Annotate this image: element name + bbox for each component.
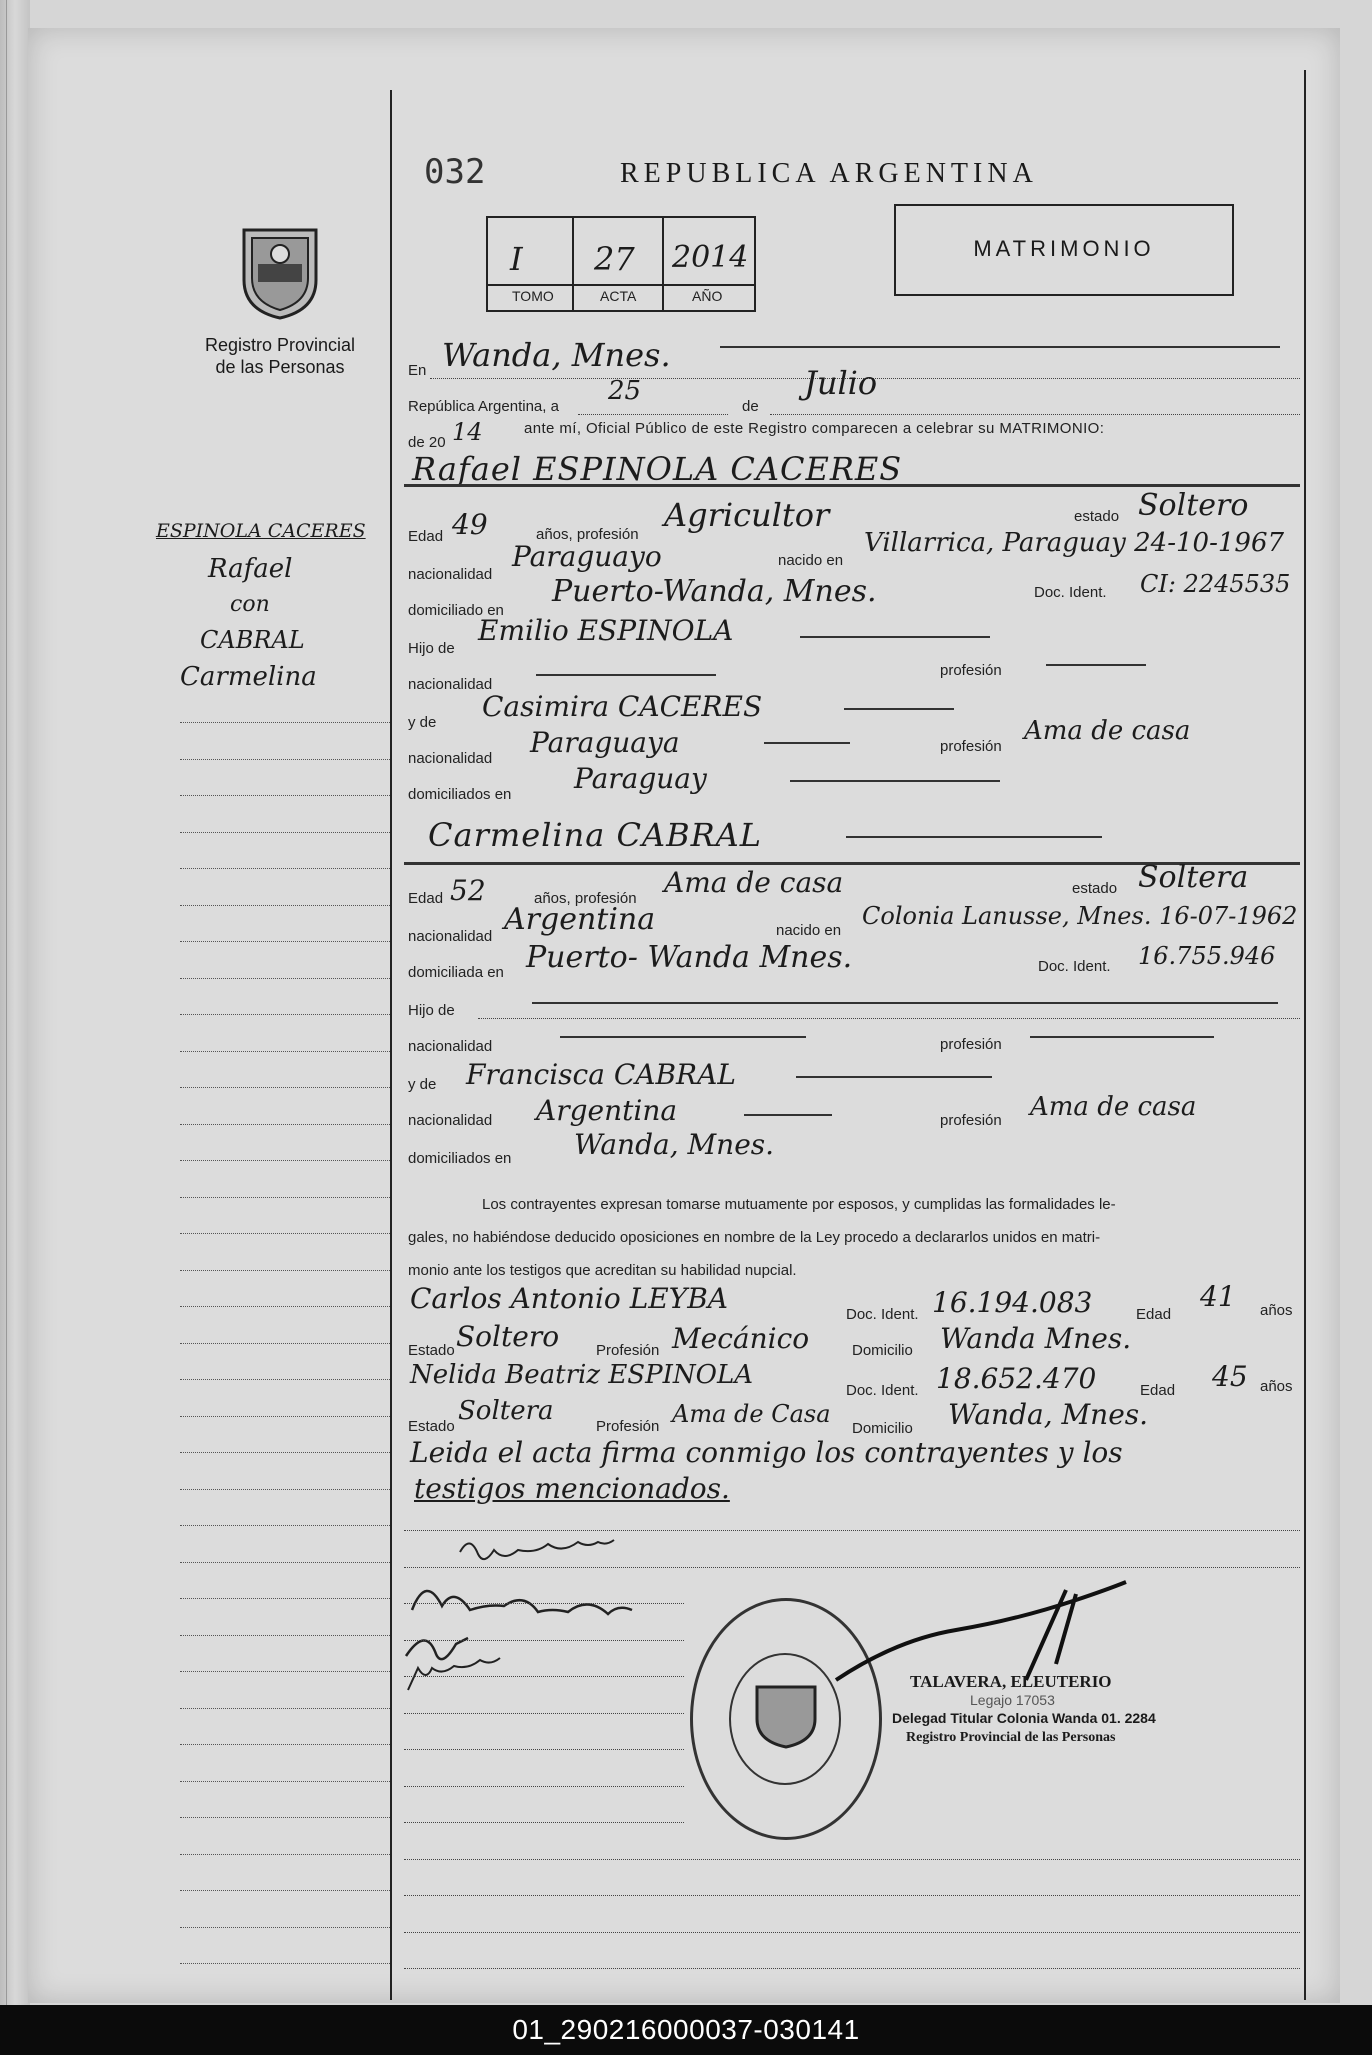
witness-1-doc: 16.194.083 — [932, 1286, 1093, 1319]
bride-padre-nac-label: nacionalidad — [408, 1038, 493, 1055]
groom-estado: Soltero — [1138, 488, 1249, 523]
groom-doc-label: Doc. Ident. — [1034, 584, 1107, 601]
groom-name: Rafael ESPINOLA CACERES — [412, 450, 903, 488]
witness-2-doc: 18.652.470 — [936, 1362, 1097, 1395]
bride-madre-nac: Argentina — [536, 1094, 678, 1127]
margin-ruled-line — [180, 1927, 390, 1928]
groom-padres-domicilio: Paraguay — [574, 762, 707, 795]
tomo-label: TOMO — [512, 288, 554, 304]
tomo-value: I — [510, 240, 523, 278]
witness-1-edad-label: Edad — [1136, 1306, 1172, 1323]
year-suffix: 14 — [452, 418, 483, 446]
groom-estado-label: estado — [1074, 508, 1120, 525]
groom-domiciliado-label: domiciliado en — [408, 602, 504, 619]
margin-ruled-line — [180, 1087, 390, 1088]
anio-label: AÑO — [692, 288, 723, 304]
margin-ruled-line — [180, 722, 390, 723]
acta-label: ACTA — [600, 288, 637, 304]
groom-nacionalidad: Paraguayo — [512, 540, 662, 573]
bride-nacido: Colonia Lanusse, Mnes. 16-07-1962 — [862, 902, 1298, 930]
act-type-label: MATRIMONIO — [973, 236, 1155, 261]
margin-note-name: Rafael — [208, 554, 293, 584]
bride-estado: Soltera — [1138, 860, 1249, 895]
en-label: En — [408, 362, 427, 379]
margin-ruled-line — [180, 1635, 390, 1636]
book-spine — [0, 0, 30, 2005]
officer-registry: Registro Provincial de las Personas — [906, 1730, 1116, 1745]
bride-nacido-label: nacido en — [776, 922, 842, 939]
statement-text — [408, 1188, 1298, 1287]
groom-madre: Casimira CACERES — [482, 690, 763, 723]
bride-domicilio: Puerto- Wanda Mnes. — [526, 940, 853, 975]
witness-1-estado: Soltero — [456, 1320, 560, 1353]
margin-ruled-line — [180, 1854, 390, 1855]
main-ruled-line — [404, 1822, 684, 1823]
right-border — [1304, 70, 1306, 2000]
margin-note-name-2: Carmelina — [180, 662, 317, 692]
tomo-acta-anio-box — [486, 216, 756, 312]
groom-nacido: Villarrica, Paraguay 24-10-1967 — [864, 528, 1285, 558]
margin-ruled-line — [180, 905, 390, 906]
country-title: REPUBLICA ARGENTINA — [620, 158, 1038, 189]
groom-padre-prof-label: profesión — [940, 662, 1002, 679]
groom-domicilio: Puerto-Wanda, Mnes. — [552, 574, 877, 609]
witness-1-domicilio: Wanda Mnes. — [940, 1322, 1132, 1355]
witness-1-domicilio-label: Domicilio — [852, 1342, 913, 1359]
groom-padre-nac-label: nacionalidad — [408, 676, 493, 693]
main-ruled-line — [404, 1530, 1300, 1531]
bride-madre: Francisca CABRAL — [466, 1058, 736, 1091]
main-ruled-line — [404, 1932, 1300, 1933]
bride-domiciliados-label: domiciliados en — [408, 1150, 512, 1167]
witness-2-name: Nelida Beatriz ESPINOLA — [410, 1360, 753, 1390]
witness-1-estado-label: Estado — [408, 1342, 455, 1359]
margin-ruled-line — [180, 1160, 390, 1161]
month-value: Julio — [804, 364, 878, 402]
witness-1-edad: 41 — [1200, 1280, 1236, 1313]
margin-ruled-line — [180, 1744, 390, 1745]
day-value: 25 — [608, 376, 642, 406]
margin-ruled-line — [180, 1379, 390, 1380]
witness-2-estado-label: Estado — [408, 1418, 455, 1435]
bride-estado-label: estado — [1072, 880, 1118, 897]
margin-ruled-line — [180, 1452, 390, 1453]
witness-2-doc-label: Doc. Ident. — [846, 1382, 919, 1399]
main-ruled-line — [404, 1786, 684, 1787]
margin-ruled-line — [180, 1270, 390, 1271]
margin-ruled-line — [180, 1890, 390, 1891]
registry-line-1: Registro Provincial — [204, 335, 356, 355]
groom-doc: CI: 2245535 — [1140, 570, 1291, 598]
margin-ruled-line — [180, 868, 390, 869]
margin-ruled-line — [180, 795, 390, 796]
margin-ruled-line — [180, 832, 390, 833]
margin-divider — [390, 90, 392, 2000]
act-type-box — [894, 204, 1234, 296]
bride-nacionalidad-label: nacionalidad — [408, 928, 493, 945]
formula-text: ante mí, Oficial Público de este Registro comparecen a celebrar su MATRIMONIO: — [524, 420, 1105, 437]
de-label: de — [742, 398, 759, 415]
witness-1-name: Carlos Antonio LEYBA — [410, 1282, 729, 1315]
margin-ruled-line — [180, 1598, 390, 1599]
bride-edad-label: Edad — [408, 890, 444, 907]
bride-edad: 52 — [450, 874, 486, 907]
margin-ruled-line — [180, 1233, 390, 1234]
margin-note-con: con — [230, 592, 270, 617]
main-ruled-line — [404, 1676, 684, 1677]
witness-1-profesion: Mecánico — [672, 1322, 810, 1355]
republica-label: República Argentina, a — [408, 398, 559, 415]
witness-2-profesion: Ama de Casa — [672, 1400, 831, 1428]
witness-2-edad-label: Edad — [1140, 1382, 1176, 1399]
witness-1-anos-label: años — [1260, 1302, 1293, 1319]
bride-yde-label: y de — [408, 1076, 437, 1093]
margin-ruled-line — [180, 1489, 390, 1490]
closing-line-2: testigos mencionados. — [414, 1472, 730, 1505]
signature-witness-2 — [408, 1658, 500, 1690]
statement-line-3: monio ante los testigos que acreditan su habilidad nupcial. — [408, 1262, 797, 1279]
main-ruled-line — [404, 1640, 684, 1641]
groom-nacido-label: nacido en — [778, 552, 844, 569]
margin-note-surname-2: CABRAL — [200, 626, 305, 654]
main-ruled-line — [404, 1968, 1300, 1969]
bride-profesion: Ama de casa — [664, 866, 844, 899]
bride-doc: 16.755.946 — [1138, 942, 1276, 970]
groom-padre: Emilio ESPINOLA — [478, 614, 734, 647]
witness-2-anos-label: años — [1260, 1378, 1293, 1395]
margin-ruled-line — [180, 1306, 390, 1307]
statement-line-2: gales, no habiéndose deducido oposiciones en nombre de la Ley procedo a declararlos unidos en matri- — [408, 1229, 1101, 1246]
margin-ruled-line — [180, 1197, 390, 1198]
margin-ruled-line — [180, 1671, 390, 1672]
seal-shield-icon — [753, 1681, 819, 1751]
groom-profesion: Agricultor — [664, 496, 830, 534]
margin-ruled-line — [180, 1562, 390, 1563]
bride-domiciliada-label: domiciliada en — [408, 964, 504, 981]
witness-2-domicilio-label: Domicilio — [852, 1420, 913, 1437]
witness-2-domicilio: Wanda, Mnes. — [948, 1398, 1149, 1431]
margin-ruled-line — [180, 1051, 390, 1052]
bride-hijo-label: Hijo de — [408, 1002, 455, 1019]
signature-groom — [460, 1540, 614, 1559]
officer-id: Legajo 17053 — [970, 1692, 1055, 1708]
margin-ruled-line — [180, 1416, 390, 1417]
place-value: Wanda, Mnes. — [442, 336, 671, 374]
main-ruled-line — [404, 1749, 684, 1750]
margin-ruled-line — [180, 1708, 390, 1709]
witness-2-estado: Soltera — [458, 1396, 554, 1426]
margin-ruled-line — [180, 941, 390, 942]
bride-madre-nac-label: nacionalidad — [408, 1112, 493, 1129]
margin-ruled-line — [180, 978, 390, 979]
margin-ruled-line — [180, 1781, 390, 1782]
groom-edad-label: Edad — [408, 528, 444, 545]
main-ruled-line — [404, 1859, 1300, 1860]
officer-role: Delegad Titular Colonia Wanda 01. 2284 — [892, 1710, 1156, 1726]
groom-madre-prof: Ama de casa — [1024, 716, 1191, 746]
main-ruled-line — [404, 1603, 684, 1604]
bride-doc-label: Doc. Ident. — [1038, 958, 1111, 975]
main-ruled-line — [404, 1567, 1300, 1568]
bride-madre-prof: Ama de casa — [1030, 1092, 1197, 1122]
statement-line-1: Los contrayentes expresan tomarse mutuamente por esposos, y cumplidas las formalidades le- — [482, 1196, 1116, 1213]
margin-note-surname: ESPINOLA CACERES — [156, 520, 366, 542]
margin-ruled-line — [180, 1343, 390, 1344]
officer-name: TALAVERA, ELEUTERIO — [910, 1672, 1112, 1691]
groom-madre-nac: Paraguaya — [530, 726, 680, 759]
bride-profesion-label: años, profesión — [534, 890, 637, 907]
misiones-shield-icon — [236, 220, 324, 320]
page-number: 032 — [424, 152, 486, 192]
groom-madre-nac-label: nacionalidad — [408, 750, 493, 767]
bride-name: Carmelina CABRAL — [428, 816, 763, 854]
groom-edad: 49 — [452, 508, 488, 541]
margin-ruled-line — [180, 1525, 390, 1526]
groom-domiciliados-label: domiciliados en — [408, 786, 512, 803]
groom-madre-prof-label: profesión — [940, 738, 1002, 755]
margin-ruled-line — [180, 1817, 390, 1818]
margin-ruled-line — [180, 1124, 390, 1125]
witness-1-profesion-label: Profesión — [596, 1342, 660, 1359]
groom-profesion-label: años, profesión — [536, 526, 639, 543]
main-ruled-line — [404, 1713, 684, 1714]
anio-value: 2014 — [672, 240, 749, 275]
groom-yde-label: y de — [408, 714, 437, 731]
bride-padres-domicilio: Wanda, Mnes. — [574, 1128, 775, 1161]
main-ruled-line — [404, 1895, 1300, 1896]
witness-1-doc-label: Doc. Ident. — [846, 1306, 919, 1323]
registry-line-2: de las Personas — [215, 357, 345, 377]
registry-name — [196, 334, 364, 378]
bride-nacionalidad: Argentina — [504, 902, 656, 937]
acta-value: 27 — [594, 240, 635, 278]
year-prefix: de 20 — [408, 434, 446, 451]
closing-line-1: Leida el acta firma conmigo los contrayentes y los — [410, 1436, 1123, 1469]
margin-ruled-line — [180, 759, 390, 760]
footer-code: 01_290216000037-030141 — [0, 2005, 1372, 2055]
bride-madre-prof-label: profesión — [940, 1112, 1002, 1129]
bride-padre-prof-label: profesión — [940, 1036, 1002, 1053]
groom-nacionalidad-label: nacionalidad — [408, 566, 493, 583]
margin-ruled-line — [180, 1014, 390, 1015]
groom-hijo-label: Hijo de — [408, 640, 455, 657]
signature-witness-1 — [406, 1638, 468, 1659]
witness-2-edad: 45 — [1212, 1360, 1248, 1393]
witness-2-profesion-label: Profesión — [596, 1418, 660, 1435]
margin-ruled-line — [180, 1963, 390, 1964]
